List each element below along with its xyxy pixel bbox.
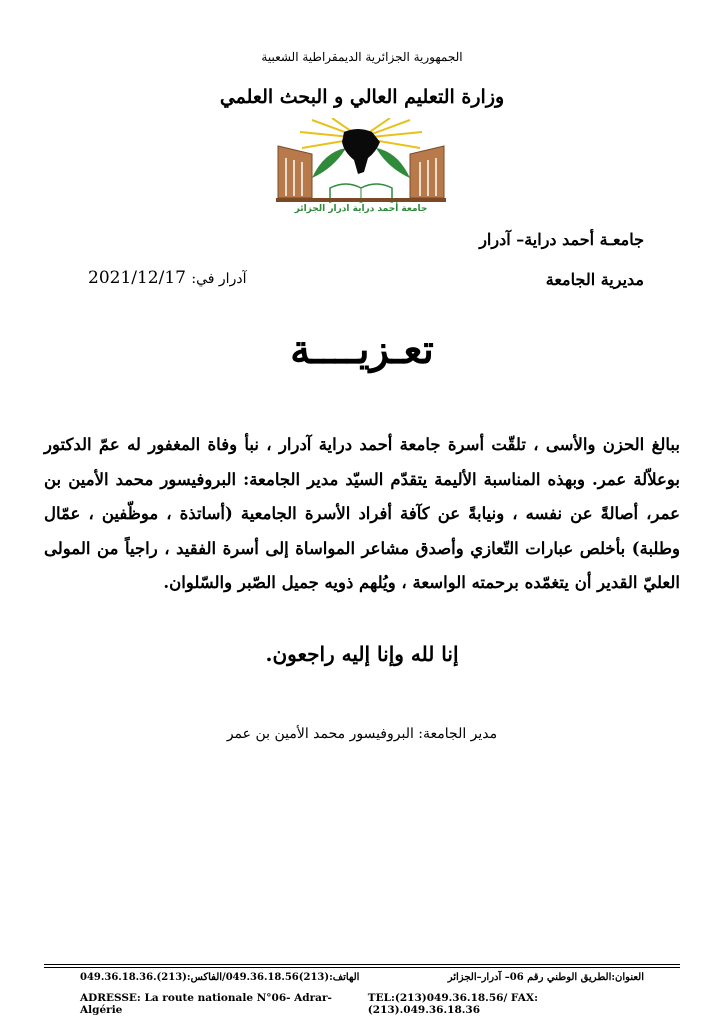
logo-left-tower: [278, 146, 312, 198]
footer-phone-ar: الهاتف:(213)049.36.18.56/الفاكس:(213).049.36.18.36: [80, 972, 360, 983]
date-line: [88, 268, 246, 288]
logo-right-tower: [410, 146, 444, 198]
logo-caption: جامعة أحمد دراية ادرار الجزائر: [294, 204, 428, 214]
date-value: 2021/12/17: [88, 268, 186, 288]
university-name: جامعـة أحمد دراية– آدرار: [479, 230, 644, 249]
directorate-name: مديرية الجامعة: [545, 270, 644, 289]
prayer-line: إنا لله وإنا إليه راجعون.: [265, 642, 459, 666]
footer-phone-en: TEL:(213)049.36.18.56/ FAX:(213).049.36.18.36: [367, 992, 538, 1016]
footer-divider-top: [44, 964, 680, 965]
footer-address-en: ADRESSE: La route nationale N°06- Adrar-Algérie: [80, 992, 332, 1016]
republic-heading: الجمهورية الجزائرية الديمقراطية الشعبية: [261, 50, 463, 64]
logo-base: [276, 198, 446, 202]
footer-latin: [80, 992, 644, 1016]
ministry-heading: وزارة التعليم العالي و البحث العلمي: [219, 86, 505, 108]
logo-africa-map: [342, 129, 380, 174]
footer-arabic: [80, 972, 644, 983]
date-label: آدرار في:: [191, 271, 247, 287]
footer-address-ar: العنوان:الطريق الوطني رقم 06– آدرار–الجزائر: [447, 972, 644, 983]
condolence-paragraph: ببالغ الحزن والأسى ، تلقّت أسرة جامعة أحمد دراية آدرار ، نبأ وفاة المغفور له عمّ الدكتور بوعلاّلة عمر. وبهذه المناسبة الأليمة يتقدّم السيّد مدير الجامعة: البروفيسور محمد الأمين بن عمر، أصالةً عن نفسه ، ونيابةً عن كآفة أفراد الأسرة الجامعية (أساتذة ، موظّفين ، عمّال وطلبة) بأخلص عبارات التّعازي وأصدق مشاعر المواساة إلى أسرة الفقيد ، راجياً من المولى العليّ القدير أن يتغمّده برحمته الواسعة ، ويُلهم ذويه جميل الصّبر والسّلوان.: [44, 435, 680, 592]
signature-line: مدير الجامعة: البروفيسور محمد الأمين بن عمر: [226, 726, 498, 742]
logo-left-leaf: [312, 148, 346, 178]
footer-divider-bottom: [44, 967, 680, 968]
page-title: تعـزيــــة: [290, 326, 434, 373]
logo-right-leaf: [376, 148, 410, 178]
